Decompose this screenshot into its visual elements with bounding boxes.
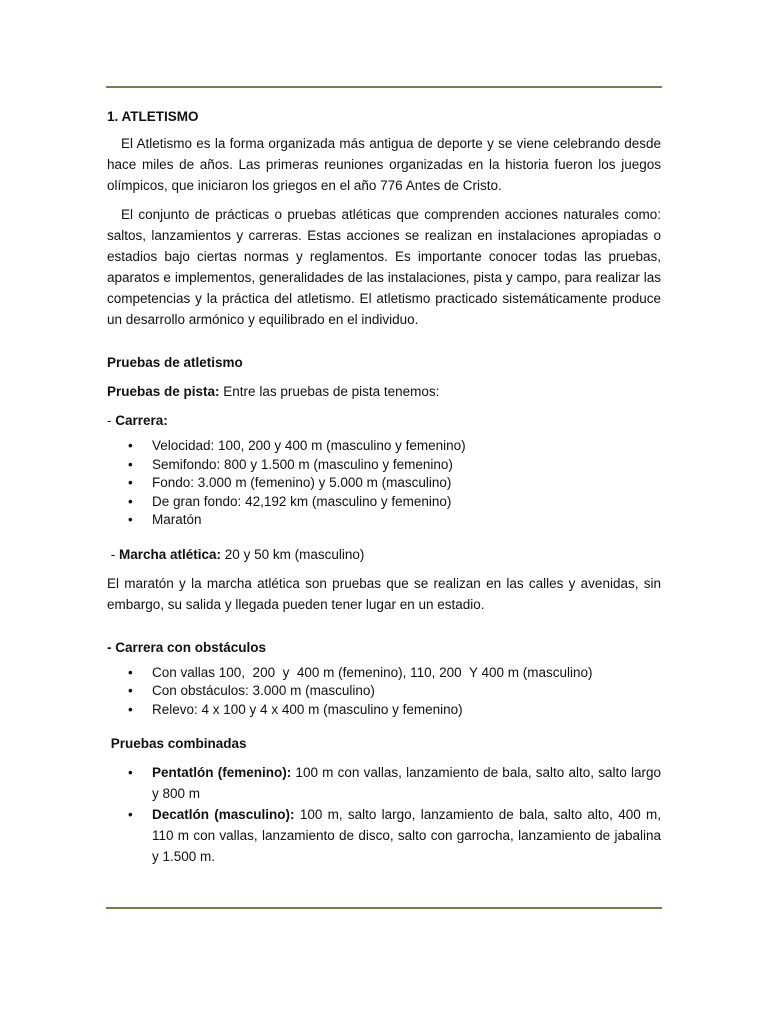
pista-line [107,381,661,402]
bullet-icon: • [128,807,133,822]
list-item [107,804,661,867]
list-item [107,664,661,683]
list-item-text: Fondo: 3.000 m (femenino) y 5.000 m (masculino) [152,475,452,490]
intro-paragraph-1: El Atletismo es la forma organizada más antigua de deporte y se viene celebrando desde hace miles de años. Las primeras reuniones organizadas en la historia fueron los juegos olímpicos, que iniciaron los griegos en el año 776 Antes de Cristo. [107,136,661,193]
list-item-text: Velocidad: 100, 200 y 400 m (masculino y femenino) [152,438,466,453]
bullet-icon: • [128,683,133,698]
top-rule [106,86,662,88]
decatlon-label: Decatlón (masculino): [152,807,295,822]
pentatlon-label: Pentatlón (femenino): [152,765,292,780]
combinadas-list [107,762,661,867]
obstaculos-list [107,664,661,720]
list-item [107,701,661,720]
obstaculos-heading: - Carrera con obstáculos [107,639,267,655]
bullet-icon: • [128,475,133,490]
carrera-label: Carrera: [115,413,168,428]
bullet-icon: • [128,456,133,472]
list-item [107,682,661,701]
list-item [107,511,661,530]
combinadas-heading: Pruebas combinadas [107,736,247,751]
bottom-rule [106,907,662,909]
list-item-text: Con obstáculos: 3.000 m (masculino) [152,683,375,698]
bullet-icon: • [128,512,133,527]
list-item-text: Semifondo: 800 y 1.500 m (masculino y femenino) [152,456,453,472]
marcha-line [107,544,661,565]
bullet-icon: • [128,664,133,680]
list-item [107,762,661,804]
decatlon-text: 100 m, salto largo, lanzamiento de bala, salto alto, 400 m, 110 m con vallas, lanzamiento de disco, salto con garrocha, lanzamiento de jabalina y 1.500 m. [152,807,661,864]
marcha-label: Marcha atlética: [119,546,222,562]
list-item [107,474,661,493]
pista-label: Pruebas de pista: [107,384,220,399]
list-item [107,493,661,512]
document-content [107,106,661,867]
marcha-text: 20 y 50 km (masculino) [221,546,365,562]
list-item [107,437,661,456]
bullet-icon: • [128,701,133,717]
carrera-prefix: - [107,413,116,428]
bullet-icon: • [128,438,133,453]
pentatlon-text: 100 m con vallas, lanzamiento de bala, salto alto, salto largo y 800 m [152,765,661,801]
bullet-icon: • [128,765,133,780]
list-item-text: De gran fondo: 42,192 km (masculino y femenino) [152,493,452,509]
list-item [107,456,661,475]
pruebas-heading: Pruebas de atletismo [107,355,243,370]
carrera-list [107,437,661,530]
marcha-prefix: - [107,546,119,562]
pista-text: Entre las pruebas de pista tenemos: [219,384,440,399]
list-item-text: Maratón [152,512,202,527]
maraton-paragraph: El maratón y la marcha atlética son pruebas que se realizan en las calles y avenidas, sin embargo, su salida y llegada pueden tener lugar en un estadio. [107,575,661,612]
bullet-icon: • [128,493,133,509]
section-title: 1. ATLETISMO [107,109,199,124]
intro-paragraph-2: El conjunto de prácticas o pruebas atléticas que comprenden acciones naturales como: saltos, lanzamientos y carreras. Estas acciones se realizan en instalaciones apropiadas o estadios bajo ciertas normas y reglamentos. Es importante conocer todas las pruebas, aparatos e implementos, generalidades de las instalaciones, pista y campo, para realizar las competencias y la práctica del atletismo. El atletismo practicado sistemáticamente produce un desarrollo armónico y equilibrado en el individuo. [107,207,661,327]
list-item-text: Con vallas 100, 200 y 400 m (femenino), 110, 200 Y 400 m (masculino) [152,664,593,680]
carrera-line [107,410,661,431]
list-item-text: Relevo: 4 x 100 y 4 x 400 m (masculino y femenino) [152,701,463,717]
